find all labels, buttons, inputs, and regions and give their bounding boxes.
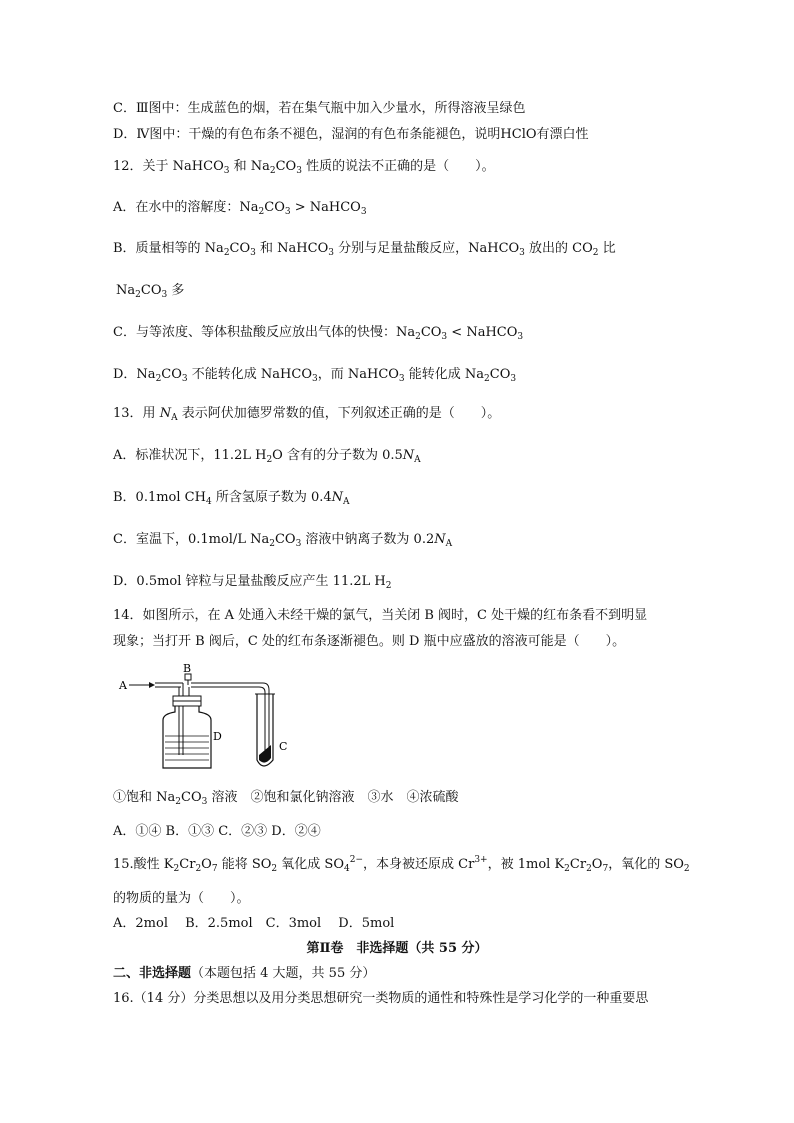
q15-stem: 15.酸性 $K_2Cr_2O_7$ 能将 $SO_2$ 氧化成 $SO_4^{2-}$，本身被还原成 $Cr^{3+}$，被 1mol $K_2Cr_2O_7$，氧化的 $SO_2$ bbox=[113, 855, 690, 874]
q14-stem-line1: 14．如图所示，在 A 处通入未经干燥的氯气，当关闭 B 阀时，C 处干燥的红布条看不到明显 bbox=[113, 608, 648, 623]
q13-option-a: A．标准状况下，11.2L $H_2O$ 含有的分子数为 $0.5N_A$ bbox=[113, 448, 421, 465]
q13-option-c: C．室温下，0.1mol/L $Na_2CO_3$ 溶液中钠离子数为 $0.2N_A$ bbox=[113, 532, 453, 549]
q13-option-d: D．0.5mol 锌粒与足量盐酸反应产生 11.2L $H_2$ bbox=[113, 574, 392, 591]
q15-stem-line2: 的物质的量为（ ）。 bbox=[113, 891, 250, 906]
q15-options: A．2mol B．2.5mol C．3mol D．5mol bbox=[113, 916, 395, 931]
q12-option-c: C．与等浓度、等体积盐酸反应放出气体的快慢：$Na_2CO_3$ < NaHCO$_3$ bbox=[113, 325, 524, 342]
part2-title: 第Ⅱ卷 非选择题（共 55 分） bbox=[306, 941, 488, 956]
q12-option-d: D．$Na_2CO_3$ 不能转化成 NaHCO$_3$，而 NaHCO$_3$ 能转化成 $Na_2CO_3$ bbox=[113, 367, 517, 384]
label-a: A bbox=[119, 679, 127, 692]
label-b: B bbox=[183, 662, 192, 675]
label-c: C bbox=[279, 740, 288, 753]
q12-option-a: A．在水中的溶解度：$Na_2CO_3$ > NaHCO$_3$ bbox=[113, 200, 367, 217]
q13-stem: 13．用 $N_A$ 表示阿伏加德罗常数的值，下列叙述正确的是（ ）。 bbox=[113, 406, 501, 423]
q12-stem: 12．关于 NaHCO$_3$ 和 $Na_2CO_3$ 性质的说法不正确的是（ ）。 bbox=[113, 159, 495, 176]
q16-stem: 16.（14 分）分类思想以及用分类思想研究一类物质的通性和特殊性是学习化学的一种重要思 bbox=[113, 991, 649, 1006]
q12-option-b-cont: $Na_2CO_3$ 多 bbox=[116, 283, 185, 300]
q14-apparatus-figure bbox=[113, 660, 293, 772]
part2-section-heading: 二、非选择题（本题包括 4 大题，共 55 分） bbox=[113, 966, 376, 981]
q12-option-b: B．质量相等的 $Na_2CO_3$ 和 NaHCO$_3$ 分别与足量盐酸反应，NaHCO$_3$ 放出的 $CO_2$ 比 bbox=[113, 241, 616, 258]
q14-stem-line2: 现象；当打开 B 阀后，C 处的红布条逐渐褪色。则 D 瓶中应盛放的溶液可能是（ ）。 bbox=[113, 634, 626, 649]
q11-option-c: C．Ⅲ图中：生成蓝色的烟，若在集气瓶中加入少量水，所得溶液呈绿色 bbox=[113, 101, 526, 116]
q13-option-b: B．0.1mol $CH_4$ 所含氢原子数为 $0.4N_A$ bbox=[113, 490, 350, 507]
q11-option-d: D．Ⅳ图中：干燥的有色布条不褪色，湿润的有色布条能褪色，说明HClO有漂白性 bbox=[113, 127, 589, 142]
q14-choices: ①饱和 $Na_2CO_3$ 溶液 ②饱和氯化钠溶液 ③水 ④浓硫酸 bbox=[113, 790, 459, 807]
q14-options: A．①④ B．①③ C．②③ D．②④ bbox=[113, 824, 321, 839]
label-d: D bbox=[213, 730, 222, 743]
